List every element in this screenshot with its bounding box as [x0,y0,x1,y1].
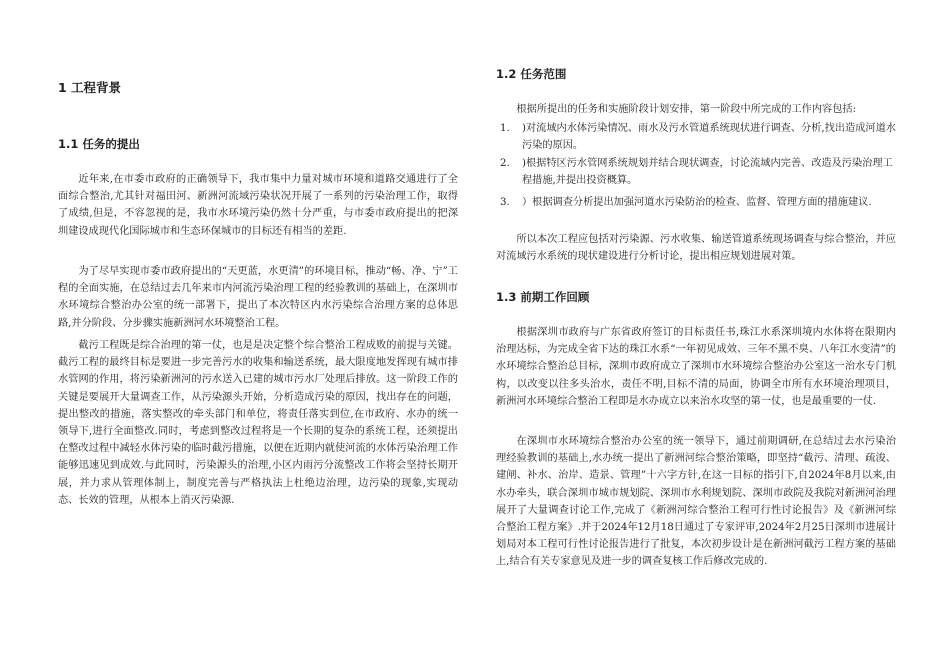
section-heading-1-3: 1.3 前期工作回顾 [496,290,590,304]
paragraph-3: 截污工程既是综合治理的第一仗，也是是决定整个综合整治工程成败的前提与关键。截污工程的最终目标是要进一步完善污水的收集和输送系统，最大限度地发挥现有城市排水管网的作用，将污染新洲河的污水送入已建的城市污水厂处理后排放。这一阶段工作的关键是要展开大量调查工作，从污染源头开始，分析造成污染的原因，找出存在的问题，提出整改的措施，落实整改的牵头部门和单位，将责任落实到位,在市政府、水办的统一领导下,进行全面整改.同时，考虑到整改过程将是一个长期的复杂的系统工程，还须提出在整改过程中减轻水体污染的临时截污措施，以便在近期内就使河流的水体污染治理工作能够迅速见到成效.与此同时，污染源头的治理,小区内雨污分流整改工作将会坚持长期开展，并力求从管理体制上，制度完善与严格执法上杜绝边治理，边污染的现象,实现动态、长效的管理，从根本上消灭污染源. [58,340,458,506]
list-item [496,194,896,211]
list-item-number: 2. [500,158,510,169]
list-item-text: )对流域内水体污染情况、雨水及污水管道系统现状进行调查、分析,找出造成河道水污染的原因。 [522,123,896,152]
section-heading-1-2: 1.2 任务范围 [496,67,567,81]
paragraph-review-1: 根据深圳市政府与广东省政府签订的目标责任书,珠江水系深圳境内水体将在限期内治理达标，为完成全省下达的珠江水系“一年初见成效、三年不黑不臭、八年江水变清”的水环境综合整治总目标，深圳市政府成立了深圳市水环境综合整治办公室这一治水专门机构，以改变以往多头治水，责任不明,目标不清的局面，协调全市所有水环境治理项目，新洲河水环境综合整治工程即是水办成立以来治水攻坚的第一仗，也是最重要的一仗. [496,327,896,407]
scope-closing: 所以本次工程应包括对污染源、污水收集、输送管道系统现场调查与综合整治，并应对流域污水系统的现状建设进行分析讨论，提出相应规划进展对策。 [496,234,896,263]
section-heading-1-1: 1.1 任务的提出 [58,137,140,151]
paragraph-1: 近年来,在市委市政府的正确领导下，我市集中力量对城市环境和道路交通进行了全面综合整治,尤其针对福田河、新洲河流域污染状况开展了一系列的污染治理工作，取得了成绩,但是，不容忽视的是，我市水环境污染仍然十分严重，与市委市政府提出的把深圳建设成现代化国际城市和生态环保城市的目标还有相当的差距. [58,174,458,237]
list-item [496,120,896,154]
list-item-number: 1. [500,123,510,134]
list-item [496,155,896,189]
paragraph-2: 为了尽早实现市委市政府提出的“天更蓝，水更清”的环境目标，推动“畅、净、宁”工程的全面实施，在总结过去几年来市内河流污染治理工程的经验教训的基础上，在深圳市水环境综合整治办公室的统一部署下，提出了本次特区内水污染综合治理方案的总体思路,并分阶段、分步骤实施新洲河水环境整治工程。 [58,266,458,329]
list-item-number: 3. [500,197,510,208]
list-item-text: ）根据调查分析提出加强河道水污染防治的检查、监督、管理方面的措施建议. [522,197,872,208]
paragraph-review-2: 在深圳市水环境综合整治办公室的统一领导下，通过前期调研,在总结过去水污染治理经验教训的基础上,水办统一提出了新洲河综合整治策略，即坚持“截污、清理、疏浚、建闸、补水、治岸、造景、管理”十六字方针,在这一目标的指引下,自2024年8月以来,由水办牵头，联合深圳市城市规划院、深圳市水利规划院、深圳市政院及我院对新洲河治理展开了大量调查讨论工作,完成了《新洲河综合整治工程可行性讨论报告》及《新洲河综合整治工程方案》.并于2024年12月18日通过了专家评审,2024年2月25日深圳市进展计划局对本工程可行性讨论报告进行了批复，本次初步设计是在新洲河截污工程方案的基础上,结合有关专家意见及进一步的调查复核工作后修改完成的. [496,436,896,568]
list-item-text: )根据特区污水管网系统规划并结合现状调查，讨论流域内完善、改造及污染治理工程措施,并提出投资概算。 [522,158,893,187]
section-heading-1: 1 工程背景 [58,80,122,95]
scope-intro: 根据所提出的任务和实施阶段计划安排，第一阶段中所完成的工作内容包括: [516,104,857,115]
